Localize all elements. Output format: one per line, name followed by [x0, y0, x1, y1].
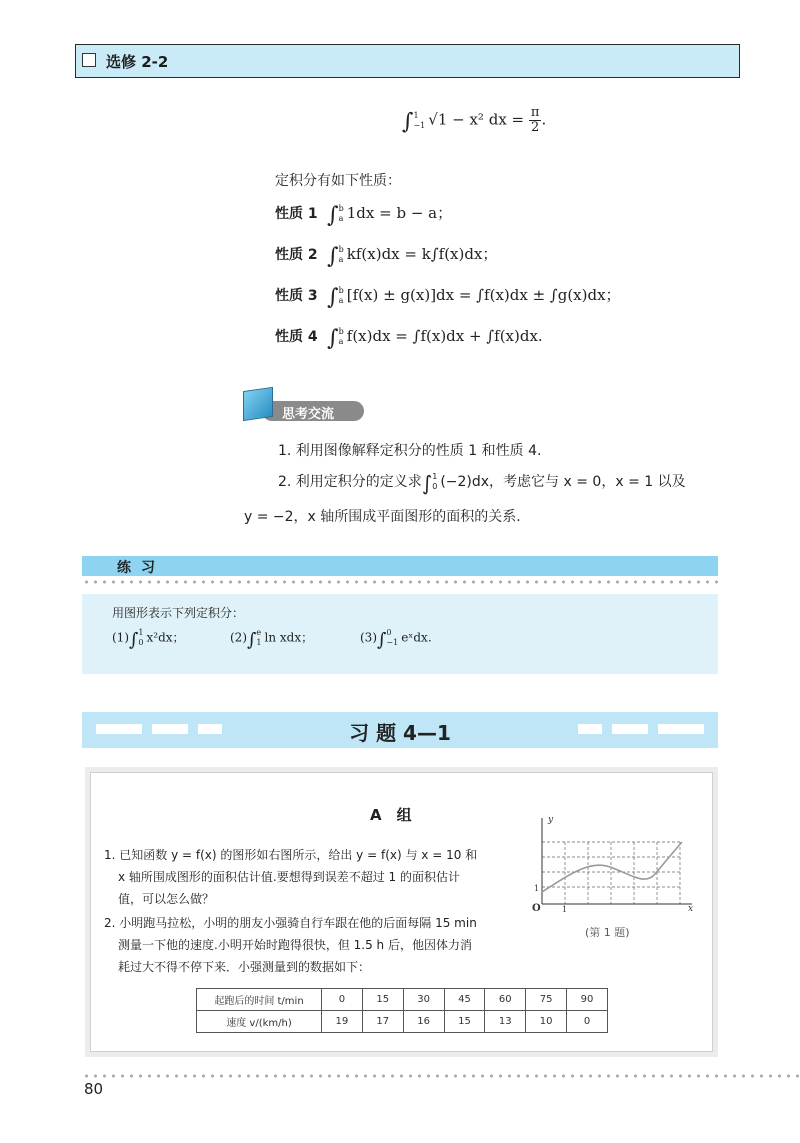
speed-data-table [196, 988, 608, 1033]
page-number: 80 [84, 1080, 104, 1098]
table-cell: 15 [444, 1011, 485, 1033]
table-cell: 17 [362, 1011, 403, 1033]
property-1: 性质 1 ∫b a 1dx = b − a； [275, 203, 453, 228]
table-cell: 13 [485, 1011, 526, 1033]
property-2: 性质 2 ∫b a kf(x)dx = k∫f(x)dx； [275, 244, 498, 269]
function-graph [530, 812, 700, 912]
graph-caption: (第 1 题) [585, 926, 630, 939]
think-question-2: 2. 利用定积分的定义求∫1 0 (−2)dx，考虑它与 x = 0，x = 1 以及 [278, 471, 686, 495]
table-cell: 0 [567, 1011, 608, 1033]
property-4: 性质 4 ∫b a f(x)dx = ∫f(x)dx + ∫f(x)dx. [275, 326, 543, 351]
table-row-header: 速度 v/(km/h) [197, 1011, 322, 1033]
chapter-header-title: 选修 2-2 [106, 53, 169, 71]
practice-item-2: (2)∫e 1 ln xdx； [230, 628, 314, 651]
table-cell: 45 [444, 989, 485, 1011]
y-tick-1: 1 [534, 884, 540, 893]
table-cell: 0 [322, 989, 363, 1011]
group-title: A 组 [370, 806, 412, 824]
property-3: 性质 3 ∫b a [f(x) ± g(x)]dx = ∫f(x)dx ± ∫g(x)dx； [275, 285, 621, 310]
table-cell: 15 [362, 989, 403, 1011]
y-axis-label: y [548, 815, 554, 825]
think-question-2-cont: y = −2，x 轴所围成平面图形的面积的关系. [244, 509, 521, 525]
x-tick-1: 1 [562, 905, 568, 912]
footer-dotted-divider [82, 1074, 800, 1078]
cube-icon [243, 387, 273, 421]
practice-title: 练习 [117, 560, 165, 576]
practice-item-3: (3)∫0 −1 eˣdx. [360, 628, 432, 651]
table-cell: 19 [322, 1011, 363, 1033]
table-cell: 30 [403, 989, 444, 1011]
problem-2-line-3: 耗过大不得不停下来．小强测量到的数据如下： [118, 960, 371, 974]
table-cell: 16 [403, 1011, 444, 1033]
practice-item-1: (1)∫1 0 x²dx； [112, 628, 185, 651]
properties-intro: 定积分有如下性质： [275, 173, 401, 189]
problem-1-line-3: 值，可以怎么做？ [118, 892, 215, 906]
table-cell: 75 [526, 989, 567, 1011]
problem-2-line-1: 2. 小明跑马拉松，小明的朋友小强骑自行车跟在他的后面每隔 15 min [104, 916, 477, 930]
x-axis-label: x [688, 904, 694, 912]
curve-y-f-x [542, 842, 682, 892]
problem-1-line-1: 1. 已知函数 y = f(x) 的图形如右图所示，给出 y = f(x) 与 x = 10 和 [104, 848, 478, 862]
table-row-header: 起跑后的时间 t/min [197, 989, 322, 1011]
header-square-icon [82, 53, 96, 67]
table-row [197, 989, 608, 1011]
table-cell: 10 [526, 1011, 567, 1033]
top-equation: ∫1 −1 √1 − x² dx = $\frac{\pi}{2}$ . [402, 105, 547, 135]
practice-title-bar [82, 556, 718, 576]
chapter-header-bar [75, 44, 740, 78]
think-badge-label: 思考交流 [282, 407, 335, 422]
problem-2-line-2: 测量一下他的速度.小明开始时跑得很快，但 1.5 h 后，他因体力消 [118, 938, 472, 952]
table-cell: 90 [567, 989, 608, 1011]
origin-label: O [532, 903, 541, 912]
dotted-divider [82, 580, 718, 584]
problem-1-line-2: x 轴所围成图形的面积估计值.要想得到误差不超过 1 的面积估计 [118, 870, 460, 884]
table-cell: 60 [485, 989, 526, 1011]
think-question-1: 1. 利用图像解释定积分的性质 1 和性质 4. [278, 443, 542, 459]
table-row [197, 1011, 608, 1033]
exercise-title: 习 题 4—1 [349, 721, 451, 745]
practice-prompt: 用图形表示下列定积分： [112, 606, 245, 620]
